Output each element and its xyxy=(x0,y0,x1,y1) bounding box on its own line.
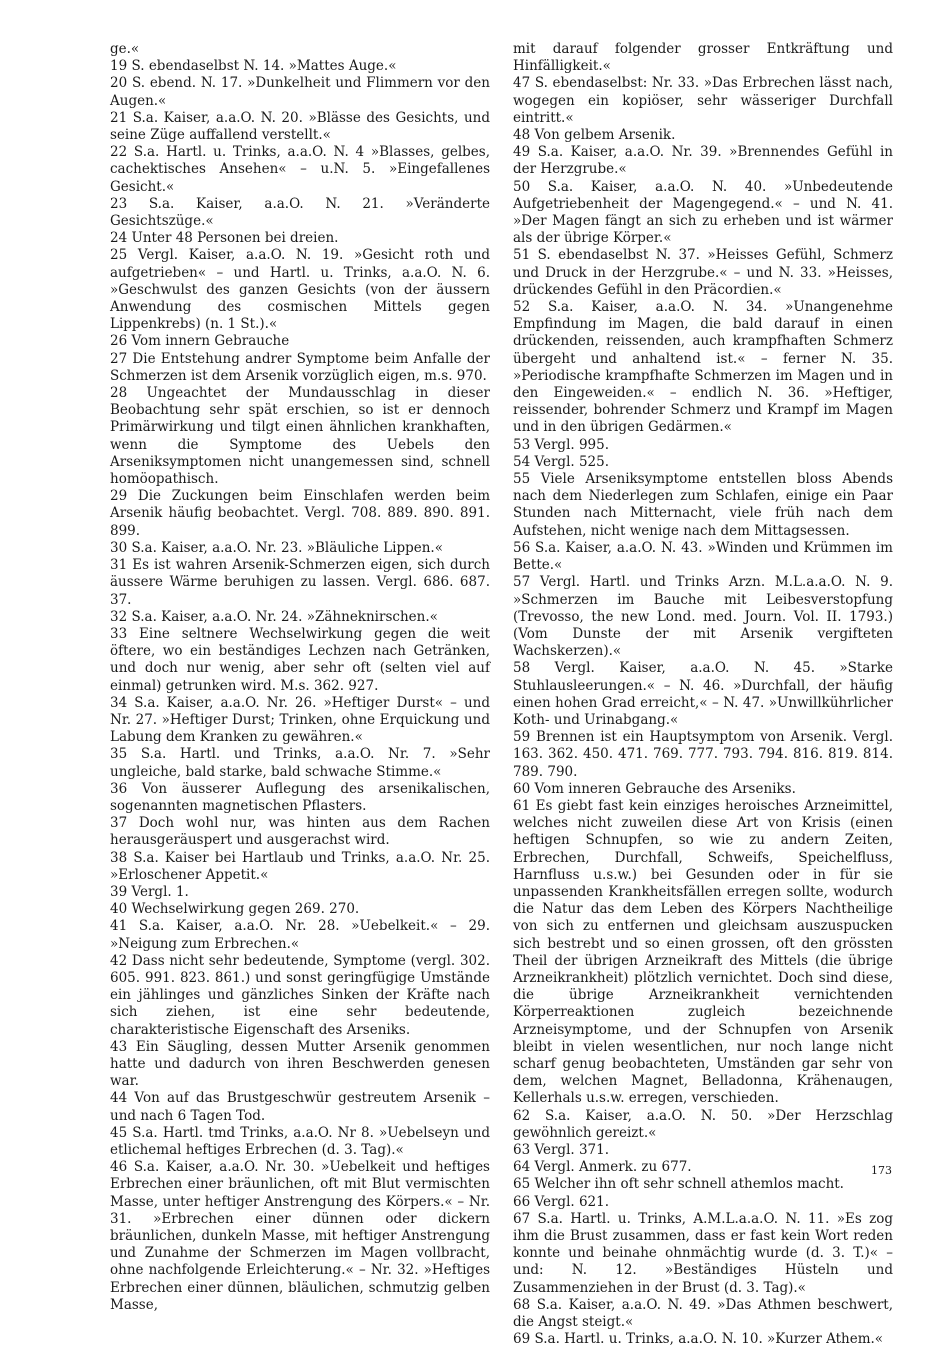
left-notes-list xyxy=(110,58,490,1314)
footnote: 59 Brennen ist ein Hauptsymptom von Arsenik. Vergl. 163. 362. 450. 471. 769. 777. 793. 794. 816. 819. 814. 789. 790. xyxy=(513,729,893,780)
footnote: 51 S. ebendaselbst N. 37. »Heisses Gefühl, Schmerz und Druck in der Herzgrube.« – und N. 33. »Heisses, drückendes Gefühl in den Präcordien.« xyxy=(513,247,893,298)
footnote: 57 Vergl. Hartl. und Trinks Arzn. M.L.a.a.O. N. 9. »Schmerzen im Bauche mit Leibesverstopfung (Trevosso, the new Lond. med. Journ. Vol. II. 1793.) (Vom Dunste der mit Arsenik vergifteten Wachskerzen).« xyxy=(513,574,893,660)
footnote: 22 S.a. Hartl. u. Trinks, a.a.O. N. 4 »Blasses, gelbes, cachektisches Ansehen« – u.N. 5. »Eingefallenes Gesicht.« xyxy=(110,144,490,195)
footnote: 42 Dass nicht sehr bedeutende, Symptome (vergl. 302. 605. 991. 823. 861.) und sonst geringfügige Umstände ein jählinges und gänzliches Sinken der Kräfte nach sich ziehen, ist eine sehr bedeutende, charakteristische Eigenschaft des Arseniks. xyxy=(110,952,490,1038)
footnote: 39 Vergl. 1. xyxy=(110,883,189,900)
footnote: 52 S.a. Kaiser, a.a.O. N. 34. »Unangenehme Empfindung im Magen, die bald darauf in einen drückenden, reissenden, auch krampfhaften Schmerz übergeht und anhaltend ist.« – ferner N. 35. »Periodische krampfhafte Schmerzen im Magen und in den Eingeweiden.« – endlich N. 36. »Heftiger, reissender, bohrender Schmerz und Krampf im Magen und in den übrigen Gedärmen.« xyxy=(513,299,893,436)
footnote: 65 Welcher ihn oft sehr schnell athemlos macht. xyxy=(513,1176,844,1193)
right-continuation: mit darauf folgender grosser Entkräftung und Hinfälligkeit.« xyxy=(513,41,893,75)
footnote: 66 Vergl. 621. xyxy=(513,1193,610,1210)
footnote: 34 S.a. Kaiser, a.a.O. Nr. 26. »Heftiger Durst« – und Nr. 27. »Heftiger Durst; Trinken, ohne Erquickung und Labung dem Kranken zu gewähren.« xyxy=(110,694,490,746)
footnote: 28 Ungeachtet der Mundausschlag in dieser Beobachtung sehr spät erschien, so ist er dennoch Primärwirkung und tilgt einen ähnlichen krankhaften, wenn die Symptome des Uebels den Arseniksymptomen nicht unangemessen sind, schnell homöopathisch. xyxy=(110,385,490,488)
footnote: 29 Die Zuckungen beim Einschlafen werden beim Arsenik häufig beobachtet. Vergl. 708. 889. 890. 891. 899. xyxy=(110,488,490,539)
footnote: 48 Von gelbem Arsenik. xyxy=(513,127,676,144)
footnote: 38 S.a. Kaiser bei Hartlaub und Trinks, a.a.O. Nr. 25. »Erloschener Appetit.« xyxy=(110,849,490,883)
footnote: 44 Von auf das Brustgeschwür gestreutem Arsenik – und nach 6 Tagen Tod. xyxy=(110,1090,490,1124)
footnote: 41 S.a. Kaiser, a.a.O. Nr. 28. »Uebelkeit.« – 29. »Neigung zum Erbrechen.« xyxy=(110,918,490,952)
footnote: 36 Von äusserer Auflegung des arsenikalischen, sogenannten magnetischen Pflasters. xyxy=(110,780,490,814)
footnote: 69 S.a. Hartl. u. Trinks, a.a.O. N. 10. »Kurzer Athem.« xyxy=(513,1331,884,1348)
footnote: 49 S.a. Kaiser, a.a.O. Nr. 39. »Brennendes Gefühl in der Herzgrube.« xyxy=(513,144,893,178)
footnote: 50 S.a. Kaiser, a.a.O. N. 40. »Unbedeutende Aufgetriebenheit der Magengegend.« – und N. 41. »Der Magen fängt an sich zu erheben und ist wärmer als der übrige Körper.« xyxy=(513,178,893,247)
footnote: 47 S. ebendaselbst: Nr. 33. »Das Erbrechen lässt nach, wogegen ein kopiöser, sehr wässeriger Durchfall eintritt.« xyxy=(513,75,893,126)
footnote: 56 S.a. Kaiser, a.a.O. N. 43. »Winden und Krümmen im Bette.« xyxy=(513,539,893,574)
footnote: 46 S.a. Kaiser, a.a.O. Nr. 30. »Uebelkeit und heftiges Erbrechen einer bräunlichen, oft mit Blut vermischten Masse, unter heftiger Anstrengung des Körpers.« – Nr. 31. »Erbrechen einer dünnen oder dickern bräunlichen, dunkeln Masse, mit heftiger Anstrengung und Zunahme der Schmerzen im Magen vollbracht, ohne nachfolgende Erleichterung.« – Nr. 32. »Heftiges Erbrechen einer dünnen, bläulichen, schmutzig gelben Masse, xyxy=(110,1159,490,1313)
footnote: 40 Wechselwirkung gegen 269. 270. xyxy=(110,901,360,918)
right-notes-list xyxy=(513,75,893,1348)
footnote: 35 S.a. Hartl. und Trinks, a.a.O. Nr. 7. »Sehr ungleiche, bald starke, bald schwache Stimme.« xyxy=(110,746,490,780)
footnote: 58 Vergl. Kaiser, a.a.O. N. 45. »Starke Stuhlausleerungen.« – N. 46. »Durchfall, der häufig einen hohen Grad erreicht,« – N. 47. »Unwillkührlicher Koth- und Urinabgang.« xyxy=(513,660,893,728)
footnote: 21 S.a. Kaiser, a.a.O. N. 20. »Blässe des Gesichts, und seine Züge auffallend verstellt.« xyxy=(110,109,490,144)
footnote: 63 Vergl. 371. xyxy=(513,1142,610,1158)
footnote: 67 S.a. Hartl. u. Trinks, A.M.L.a.a.O. N. 11. »Es zog ihm die Brust zusammen, dass er fast kein Wort reden konnte und beinahe ohnmächtig wurde (d. 3. T.)« – und: N. 12. »Beständiges Hüsteln und Zusammenziehen in der Brust (d. 3. Tag).« xyxy=(513,1210,893,1296)
right-column xyxy=(513,41,893,1348)
left-continuation: ge.« xyxy=(110,41,140,57)
footnote: 30 S.a. Kaiser, a.a.O. Nr. 23. »Bläuliche Lippen.« xyxy=(110,539,443,556)
footnote: 68 S.a. Kaiser, a.a.O. N. 49. »Das Athmen beschwert, die Angst steigt.« xyxy=(513,1296,893,1331)
footnote: 31 Es ist wahren Arsenik-Schmerzen eigen, sich durch äussere Wärme beruhigen zu lassen. Vergl. 686. 687. 37. xyxy=(110,557,490,608)
footnote: 33 Eine seltnere Wechselwirkung gegen die weit öftere, wo ein beständiges Lechzen nach Getränken, und doch nur wenig, aber sehr oft (selten viel auf einmal) getrunken wird. M.s. 362. 927. xyxy=(110,625,490,694)
footnote: 26 Vom innern Gebrauche xyxy=(110,333,290,350)
footnote: 20 S. ebend. N. 17. »Dunkelheit und Flimmern vor den Augen.« xyxy=(110,75,490,109)
footnote: 64 Vergl. Anmerk. zu 677. xyxy=(513,1159,692,1176)
footnote: 23 S.a. Kaiser, a.a.O. N. 21. »Veränderte Gesichtszüge.« xyxy=(110,195,490,230)
footnote: 43 Ein Säugling, dessen Mutter Arsenik genommen hatte und dadurch von ihren Beschwerden genesen war. xyxy=(110,1038,490,1090)
footnote: 60 Vom inneren Gebrauche des Arseniks. xyxy=(513,780,796,797)
footnote: 37 Doch wohl nur, was hinten aus dem Rachen herausgeräuspert und ausgerachst wird. xyxy=(110,815,490,849)
footnote: 25 Vergl. Kaiser, a.a.O. N. 19. »Gesicht roth und aufgetrieben« – und Hartl. u. Trinks, a.a.O. N. 6. »Geschwulst des ganzen Gesichts (von der äussern Anwendung des cosmischen Mittels gegen Lippenkrebs) (n. 1 St.).« xyxy=(110,247,490,333)
footnote: 27 Die Entstehung andrer Symptome beim Anfalle der Schmerzen ist dem Arsenik vorzüglich eigen, m.s. 970. xyxy=(110,350,490,384)
footnote: 54 Vergl. 525. xyxy=(513,453,610,470)
footnote: 19 S. ebendaselbst N. 14. »Mattes Auge.« xyxy=(110,58,397,75)
footnote: 62 S.a. Kaiser, a.a.O. N. 50. »Der Herzschlag gewöhnlich gereizt.« xyxy=(513,1107,893,1141)
footnote: 55 Viele Arseniksymptome entstellen bloss Abends nach dem Niederlegen zum Schlafen, einige ein Paar Stunden nach Mitternacht, viele früh nach dem Aufstehen, nicht wenige nach dem Mittagsessen. xyxy=(513,471,893,539)
footnote: 53 Vergl. 995. xyxy=(513,436,610,453)
footnote: 24 Unter 48 Personen bei dreien. xyxy=(110,230,339,247)
footnote: 45 S.a. Hartl. tmd Trinks, a.a.O. Nr 8. »Uebelseyn und etlichemal heftiges Erbrechen (d. 3. Tag).« xyxy=(110,1124,490,1158)
footnote: 61 Es giebt fast kein einziges heroisches Arzneimittel, welches nicht zuweilen diese Art von Krisis (einen heftigen Schnupfen, so wie zu andern Zeiten, Erbrechen, Durchfall, Schweifs, Speichelfluss, Harnfluss u.s.w.) bei Gesunden oder in für sie unpassenden Krankheitsfällen erregen sollte, wodurch die Natur das dem Leben des Körpers Nachtheilige von sich zu entfernen und gleichsam auszuspucken sich bestrebt und so einen grossen, oft den grössten Theil der übrigen Arzneikraft des Mittels (die übrige Arzneikrankheit) plötzlich vernichtet. Doch sind diese, die übrige Arzneikrankheit vernichtenden Körperreaktionen zugleich bezeichnende Arzneisymptome, und der Schnupfen von Arsenik bleibt in vielen wesentlichen, nur noch lange nicht scharf genug beobachteten, Umständen gar sehr von dem, welchen Magnet, Belladonna, Krähenaugen, Kellerhals u.s.w. erregen, verschieden. xyxy=(513,797,893,1107)
left-column xyxy=(110,41,490,1314)
page-number: 173 xyxy=(871,1164,892,1177)
footnote: 32 S.a. Kaiser, a.a.O. Nr. 24. »Zähneknirschen.« xyxy=(110,608,438,625)
